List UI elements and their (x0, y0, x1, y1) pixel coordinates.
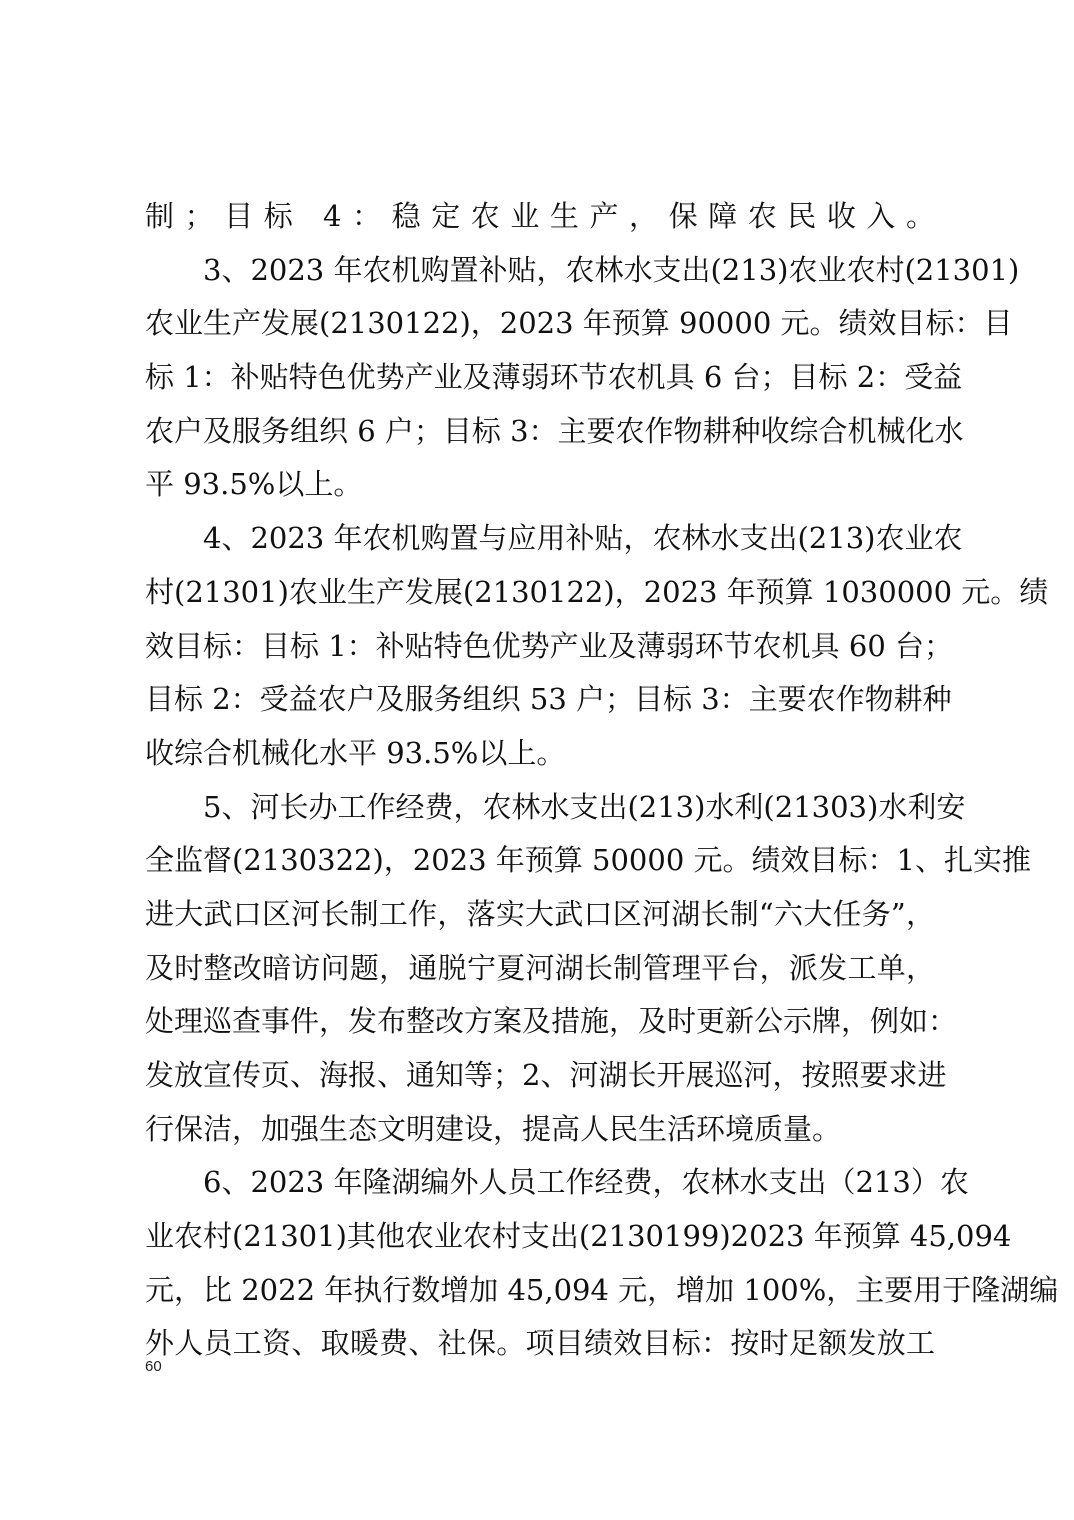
text-line: 外人员工资、取暖费、社保。项目绩效目标：按时足额发放工 (145, 1326, 935, 1361)
text-line: 效目标：目标 1：补贴特色优势产业及薄弱环节农机具 60 台； (145, 628, 954, 663)
paragraph-6-start: 6、2023 年隆湖编外人员工作经费，农林水支出（213）农 (203, 1165, 969, 1200)
text-line: 进大武口区河长制工作，落实大武口区河湖长制“六大任务”， (145, 896, 935, 931)
paragraph-5-start: 5、河长办工作经费，农林水支出(213)水利(21303)水利安 (203, 789, 966, 824)
text-line: 处理巡查事件，发布整改方案及措施，及时更新公示牌，例如： (145, 1004, 958, 1039)
text-line: 村(21301)农业生产发展(2130122)，2023 年预算 1030000 元。绩 (145, 574, 1049, 609)
text-line: 标 1：补贴特色优势产业及薄弱环节农机具 6 台；目标 2：受益 (145, 360, 963, 395)
page-number: 60 (145, 1358, 162, 1375)
text-line: 全监督(2130322)，2023 年预算 50000 元。绩效目标：1、扎实推 (145, 843, 1031, 878)
text-line: 及时整改暗访问题，通脱宁夏河湖长制管理平台，派发工单， (145, 950, 935, 985)
text-line: 元，比 2022 年执行数增加 45,094 元，增加 100%，主要用于隆湖编 (145, 1272, 1059, 1307)
text-line: 农户及服务组织 6 户；目标 3：主要农作物耕种收综合机械化水 (145, 413, 964, 448)
text-line: 制；目标 4：稳定农业生产，保障农民收入。 (145, 199, 935, 233)
text-line: 目标 2：受益农户及服务组织 53 户；目标 3：主要农作物耕种 (145, 682, 952, 717)
text-line: 农业生产发展(2130122)，2023 年预算 90000 元。绩效目标：目 (145, 306, 1013, 341)
text-line: 发放宣传页、海报、通知等；2、河湖长开展巡河，按照要求进 (145, 1058, 947, 1092)
paragraph-3-start: 3、2023 年农机购置补贴，农林水支出(213)农业农村(21301) (203, 252, 1020, 287)
text-line: 收综合机械化水平 93.5%以上。 (145, 735, 566, 770)
text-line: 行保洁，加强生态文明建设，提高人民生活环境质量。 (145, 1111, 842, 1146)
paragraph-4-start: 4、2023 年农机购置与应用补贴，农林水支出(213)农业农 (203, 521, 963, 556)
body-text (145, 190, 1059, 1371)
text-line: 业农村(21301)其他农业农村支出(2130199)2023 年预算 45,094 (145, 1219, 1012, 1254)
text-line: 平 93.5%以上。 (145, 467, 363, 502)
